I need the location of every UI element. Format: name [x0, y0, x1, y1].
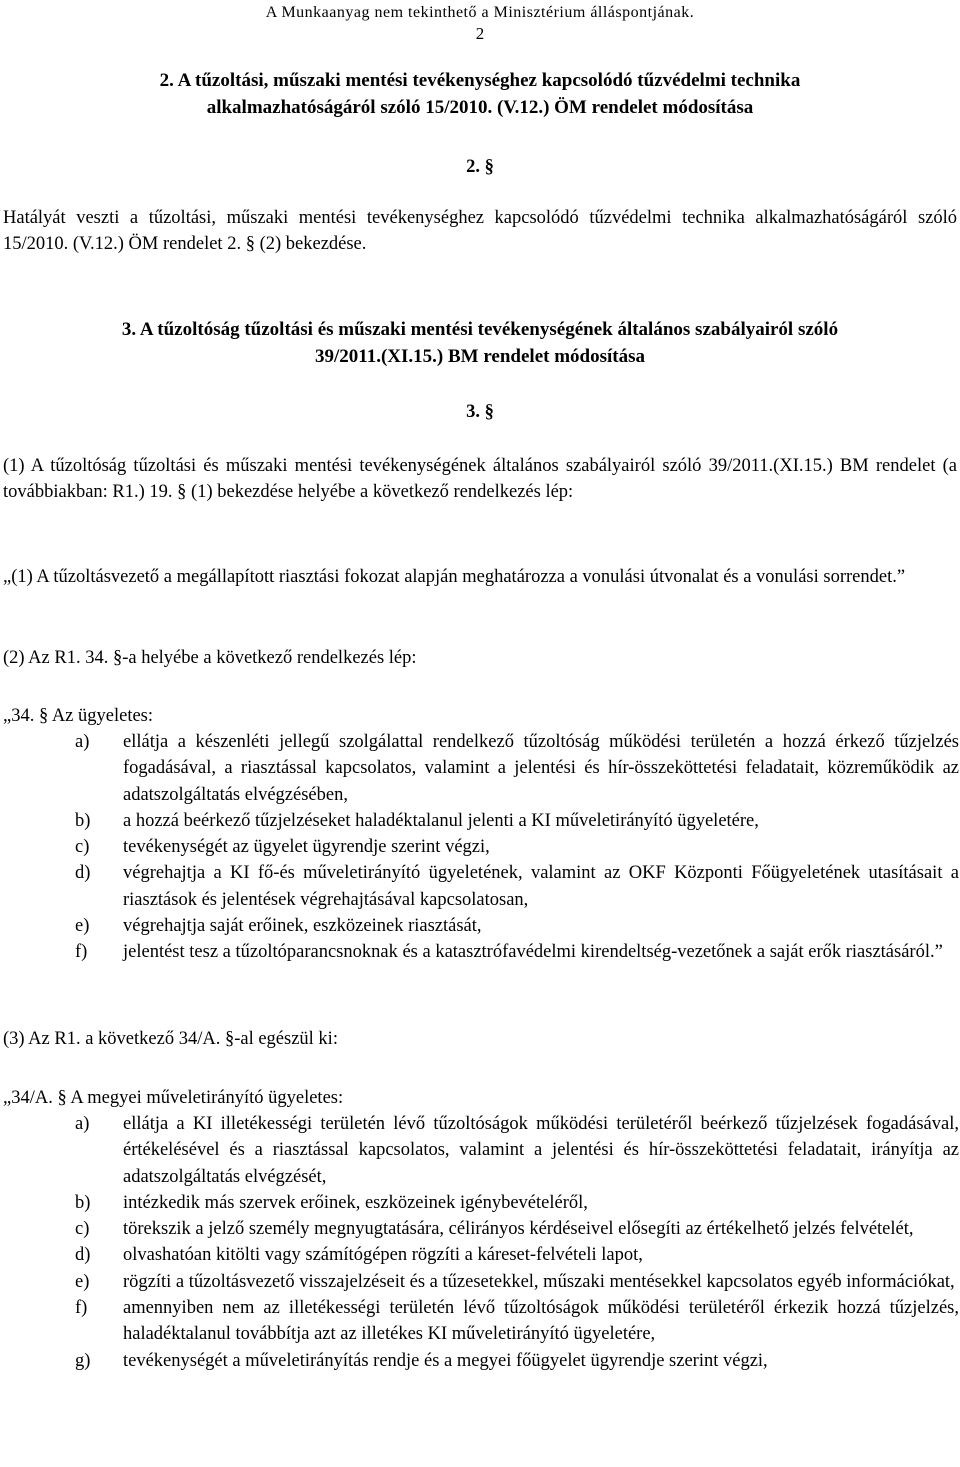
section-3-paragraph-mark: 3. § [466, 402, 494, 422]
list-item-label: c) [75, 837, 90, 858]
list-item [75, 1242, 959, 1268]
list-item [75, 939, 959, 965]
paragraph-34-list [75, 729, 959, 966]
list-item [75, 1111, 959, 1190]
list-item-text: a hozzá beérkező tűzjelzéseket haladéktalanul jelenti a KI műveletirányító ügyeletére, [123, 810, 759, 831]
section-3-paragraph-3: (3) Az R1. a következő 34/A. §-al egészül ki: [3, 1029, 338, 1049]
list-item [75, 729, 959, 808]
list-item-text: ellátja a KI illetékességi területén lévő tűzoltóságok működési területéről beérkező tűzjelzések fogadásával, értékelésével és a riasztással kapcsolatos, valamint a jelentési és hír-összeköttetési feladatait, irányítja az adatszolgáltatás elvégzését, [123, 1114, 959, 1187]
section-2-text: Hatályát veszti a tűzoltási, műszaki mentési tevékenységhez kapcsolódó tűzvédelmi technika alkalmazhatóságáról szóló 15/2010. (V.12.) ÖM rendelet 2. § (2) bekezdése. [3, 208, 957, 255]
list-item [75, 860, 959, 913]
section-2-paragraph-mark: 2. § [466, 157, 494, 177]
list-item [75, 1216, 959, 1242]
list-item [75, 1190, 959, 1216]
list-item [75, 1269, 959, 1295]
section-3-heading-line-1: 3. A tűzoltóság tűzoltási és műszaki mentési tevékenységének általános szabályairól szóló [121, 319, 839, 340]
section-3-heading-line-2: 39/2011.(XI.15.) BM rendelet módosítása [314, 345, 646, 367]
list-item-label: e) [75, 916, 90, 937]
list-item-text: rögzíti a tűzoltásvezető visszajelzéseit és a tűzesetekkel, műszaki mentésekkel kapcsolatos egyéb információkat, [123, 1271, 955, 1292]
section-3-paragraph-1-quote: „(1) A tűzoltásvezető a megállapított riasztási fokozat alapján meghatározza a vonulási útvonalat és a vonulási sorrendet.” [3, 567, 906, 587]
page-number: 2 [475, 24, 485, 43]
list-item-label: f) [75, 1298, 88, 1319]
list-item-label: d) [75, 863, 91, 884]
section-3-heading [60, 317, 900, 370]
section-2-heading [80, 68, 880, 121]
list-item [75, 834, 959, 860]
list-item [75, 1295, 959, 1348]
list-item-label: a) [75, 1114, 90, 1134]
list-item-label: e) [75, 1271, 90, 1292]
list-item-label: c) [75, 1219, 90, 1240]
list-item-label: d) [75, 1245, 91, 1266]
section-3-paragraph-2: (2) Az R1. 34. §-a helyébe a következő rendelkezés lép: [3, 648, 417, 668]
list-item-text: végrehajtja a KI fő-és műveletirányító ügyeletének, valamint az OKF Központi Főügyeletének utasításait a riasztások és jelentések végrehajtásával kapcsolatosan, [123, 863, 959, 910]
paragraph-34a-list [75, 1111, 959, 1374]
list-item-text: jelentést tesz a tűzoltóparancsnoknak és a katasztrófavédelmi kirendeltség-vezetőnek a saját erők riasztásáról.” [123, 942, 943, 963]
list-item-label: a) [75, 732, 90, 752]
section-2-heading-line-2: alkalmazhatóságáról szóló 15/2010. (V.12.) ÖM rendelet módosítása [206, 96, 754, 118]
list-item-text: intézkedik más szervek erőinek, eszközeinek igénybevételéről, [123, 1192, 588, 1213]
list-item [75, 1348, 959, 1374]
paragraph-34a-intro: „34/A. § A megyei műveletirányító ügyeletes: [3, 1088, 344, 1108]
list-item-label: b) [75, 1192, 91, 1213]
list-item-text: amennyiben nem az illetékességi területén lévő tűzoltóságok működési területéről érkezik hozzá tűzjelzés, haladéktalanul továbbítja azt az illetékes KI műveletirányító ügyeletére, [123, 1298, 959, 1345]
list-item-text: végrehajtja saját erőinek, eszközeinek riasztását, [123, 916, 482, 937]
list-item-text: tevékenységét az ügyelet ügyrendje szerint végzi, [123, 837, 490, 858]
section-3-paragraph-1: (1) A tűzoltóság tűzoltási és műszaki mentési tevékenységének általános szabályairól szóló 39/2011.(XI.15.) BM rendelet (a továbbiakban: R1.) 19. § (1) bekezdése helyébe a következő rendelkezés lép: [3, 456, 957, 503]
list-item-label: f) [75, 942, 88, 963]
list-item-text: törekszik a jelző személy megnyugtatására, célirányos kérdéseivel elősegíti az értékelhető jelzés felvételét, [123, 1219, 914, 1240]
section-2-heading-line-1: 2. A tűzoltási, műszaki mentési tevékenységhez kapcsolódó tűzvédelmi technika [159, 70, 801, 91]
list-item [75, 913, 959, 939]
list-item-text: olvashatóan kitölti vagy számítógépen rögzíti a káreset-felvételi lapot, [123, 1245, 643, 1266]
list-item [75, 808, 959, 834]
list-item-label: b) [75, 810, 91, 831]
draft-disclaimer: A Munkaanyag nem tekinthető a Minisztérium álláspontjának. [265, 4, 695, 21]
paragraph-34-intro: „34. § Az ügyeletes: [3, 706, 154, 726]
list-item-text: tevékenységét a műveletirányítás rendje és a megyei főügyelet ügyrendje szerint végzi, [123, 1350, 768, 1371]
list-item-label: g) [75, 1350, 91, 1371]
list-item-text: ellátja a készenléti jellegű szolgálattal rendelkező tűzoltóság működési területén a hozzá érkező tűzjelzés fogadásával, a riasztással kapcsolatos, valamint a jelentési és hír-összeköttetési feladatait, közreműködik az adatszolgáltatás elvégzésében, [123, 732, 959, 805]
